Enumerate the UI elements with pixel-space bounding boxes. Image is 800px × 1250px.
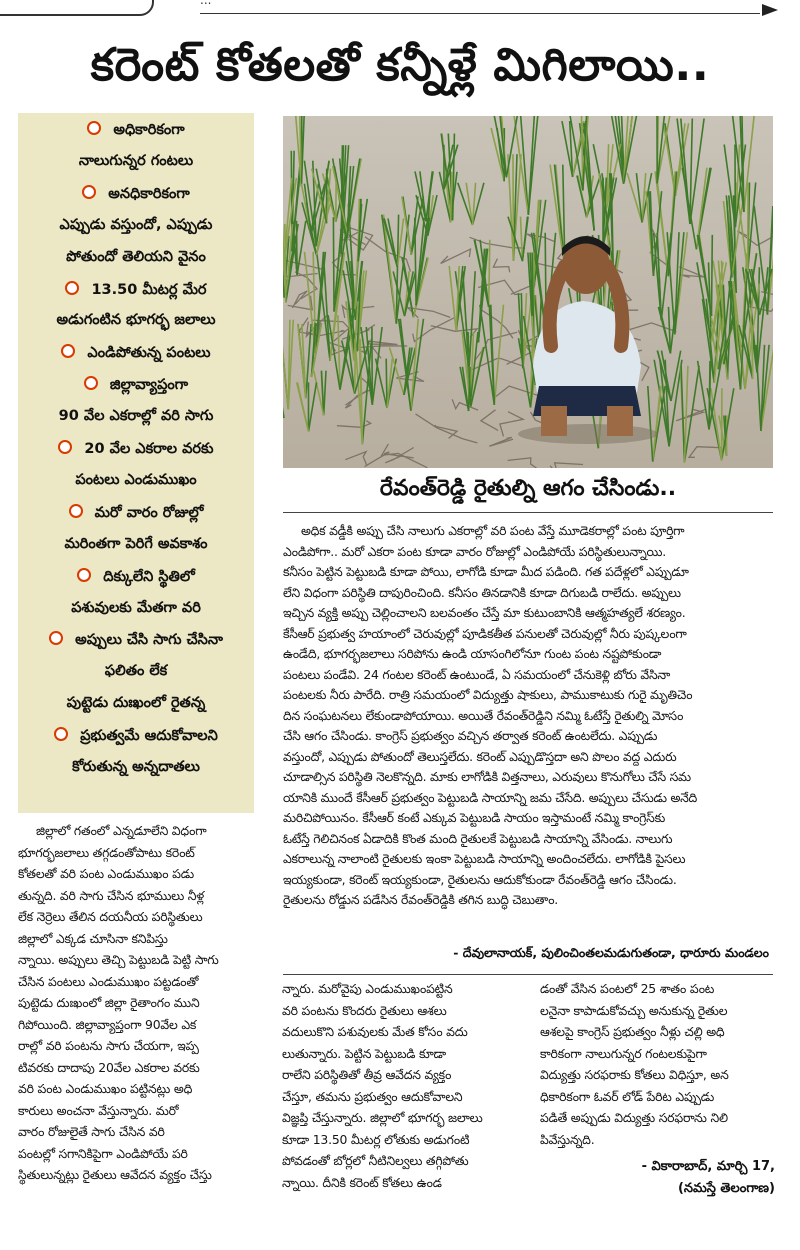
highlight-line [18, 312, 254, 332]
top-rule [200, 13, 760, 14]
highlight-line [18, 408, 254, 428]
highlight-line [18, 376, 254, 397]
bullet-icon [49, 631, 63, 645]
text-line: వారం రోజులైతే సాగు చేసిన వరి [18, 1124, 165, 1139]
text-line: లేక నెర్రెలు తేలిన దయనీయ పరిస్థితులు [18, 909, 203, 924]
bullet-icon [77, 568, 91, 582]
text-line: టివరకు దాదాపు 20వేల ఎకరాల వరకు [18, 1059, 200, 1075]
text-line: యానికి ముందే కేసీఆర్ ప్రభుత్వం పెట్టుబడి సాయాన్ని జమ చేసేది. అప్పులు చేసుడు అనేది [283, 789, 698, 805]
text-line: డంతో వేసిన పంటలో 25 శాతం పంట [540, 981, 715, 996]
photo-caption: రేవంత్‌రెడ్డి రైతుల్ని ఆగం చేసిండు.. [379, 476, 677, 501]
text-line: జిల్లాలో ఎక్కడ చూసినా కనిపిస్తు [18, 930, 168, 946]
highlight-line [18, 631, 254, 652]
dateline [540, 1156, 775, 1200]
top-strip [0, 0, 800, 22]
text-line: పుట్టెడు దుఃఖంలో జిల్లా రైతాంగం ముని [18, 995, 200, 1010]
caption-rule [283, 512, 773, 513]
highlight-line [18, 153, 254, 173]
bullet-icon [65, 281, 79, 295]
text-line: పివేస్తున్నది. [540, 1131, 595, 1147]
text-line: గిపోయింది. జిల్లావ్యాప్తంగా 90వేల ఎక [18, 1016, 197, 1032]
highlight-line [18, 663, 254, 683]
text-line: దిన సంఘటనలు లేకుండాపోయాయి. అయితే రేవంత్‌రెడ్డిని నమ్మి ఓటేస్తే రైతుల్ని మోసం [283, 707, 684, 723]
text-line: రైతులను రోడ్డున పడేసిన రేవంత్‌రెడ్డికి తగిన బుద్ధి చెబుతాం. [283, 892, 558, 907]
text-line: పంటల్లో సగానికిపైగా ఎండిపోయే పరి [18, 1145, 188, 1161]
arrow-right-icon [762, 4, 778, 16]
text-line: ఇచ్చిన వ్యక్తి అప్పు చెల్లించాలని బలవంతం చేస్తే మా కుటుంబానికి ఆత్మహత్యలే శరణ్యం. [283, 605, 686, 620]
bullet-icon [87, 121, 101, 135]
highlight-line [18, 536, 254, 556]
highlight-text: జిల్లావ్యాప్తంగా [109, 377, 189, 394]
text-line: ఉండేది, భూగర్భజలాలు సరిపోను ఉండి యాసంగిలోనూ గుంట పంట నష్టపోకుండా [283, 646, 662, 661]
highlight-text: అప్పులు చేసి సాగు చేసినా [75, 632, 223, 649]
highlight-line [18, 695, 254, 715]
source-credit: (నమస్తే తెలంగాణ) [677, 1181, 775, 1196]
text-line: కూడా 13.50 మీటర్ల లోతుకు అడుగంటి [282, 1131, 470, 1147]
highlight-text: 13.50 మీటర్ల మేర [91, 281, 207, 298]
text-line: మరిచిపోయినం. కేసీఆర్ కంటే ఎక్కువ పెట్టుబడి సాయం ఇస్తామంటే నమ్మి కాంగ్రెస్‌కు [283, 810, 666, 825]
highlight-line [18, 281, 254, 302]
highlight-line [18, 600, 254, 620]
text-line: న్నారు. మరోవైపు ఎండుముఖంపట్టిన [282, 981, 453, 996]
highlight-text: 90 వేల ఎకరాల్లో వరి సాగు [58, 408, 214, 425]
article-column-1 [18, 820, 258, 1186]
highlight-text: అనధికారికంగా [108, 185, 190, 202]
text-line: కనీసం పెట్టిన పెట్టుబడి కూడా పోయి, లాగోడి కూడా మీద పడింది. గత పదేళ్లలో ఎప్పుడూ [283, 564, 689, 579]
text-line: రాలేని పరిస్థితితో తీవ్ర ఆవేదన వ్యక్తం [282, 1067, 452, 1082]
text-line: వదులుకొని పశువులకు మేత కోసం వదు [282, 1024, 468, 1039]
highlight-line [18, 504, 254, 525]
text-line: ఇయ్యకుండా, కరెంట్ ఇయ్యకుండా, రైతులను ఆదుకోకుండా రేవంత్‌రెడ్డి ఆగం చేసిండు. [283, 871, 677, 887]
highlight-text: అధికారికంగా [113, 122, 185, 138]
photo-illustration [283, 116, 773, 468]
cut-shape [0, 0, 154, 16]
column-rule [283, 974, 773, 975]
highlight-text: అడుగంటిన భూగర్భ జలాలు [56, 312, 216, 329]
text-line: న్నాయి. దీనికి కరెంట్ కోతలు ఉండ [282, 1174, 442, 1190]
text-line: వరి పంట ఎండుముఖం పట్టినట్లు అధి [18, 1081, 193, 1096]
highlight-line [18, 440, 254, 461]
text-line: కారులు అంచనా వేస్తున్నారు. మరో [18, 1102, 179, 1118]
highlight-line [18, 727, 254, 748]
highlight-text: పశువులకు మేతగా వరి [71, 599, 201, 616]
text-line: ధికారికంగా ఓవర్ లోడ్ పేరిట ఎప్పుడు [540, 1088, 715, 1104]
quote-byline: - దేవులానాయక్, పులించింతలమడుగుతండా, ధారూరు మండలం [453, 945, 769, 960]
highlight-text: ఫలితం లేక [104, 663, 168, 680]
text-line: లుతున్నారు. పెట్టిన పెట్టుబడి కూడా [282, 1045, 446, 1061]
article-column-2 [282, 978, 522, 1193]
headline: కరెంట్ కోతలతో కన్నీళ్లే మిగిలాయి.. [90, 38, 710, 91]
bullet-icon [69, 504, 83, 518]
highlight-text: ఎప్పుడు వస్తుందో, ఎప్పుడు [59, 216, 213, 233]
text-line: పడితే అప్పుడు విద్యుత్తు సరఫరాను నిలి [540, 1110, 728, 1125]
highlight-line [18, 121, 254, 142]
text-line: వరి పంటను కొందరు రైతులు ఆశలు [282, 1002, 447, 1018]
text-line: విద్యుత్తు సరఫరాకు కోతలు విధిస్తూ, అన [540, 1067, 729, 1082]
text-line: ఎండిపోగా.. మరో ఎకరా పంట కూడా వారం రోజుల్లో ఎండిపోయే పరిస్థితులున్నాయి. [283, 543, 666, 559]
highlight-line [18, 344, 254, 365]
highlight-line [18, 472, 254, 492]
highlight-text: దిక్కులేని స్థితిలో [103, 568, 195, 585]
highlight-text: ప్రభుత్వమే ఆదుకోవాలని [80, 728, 218, 745]
text-line: అధిక వడ్డీకి అప్పు చేసి నాలుగు ఎకరాల్లో వరి పంట వేస్తే మూడెకరాల్లో పంట పూర్తిగా [301, 523, 685, 538]
highlights-box [18, 113, 254, 813]
text-line: చూడాల్సిన పరిస్థితి నెలకొన్నది. మాకు లాగోడికి విత్తనాలు, ఎరువులు కొనుగోలు చేసే సమ [283, 769, 691, 784]
bullet-icon [61, 344, 75, 358]
text-line: చేసి ఆగం చేసిండు. కాంగ్రెస్ ప్రభుత్వం వచ్చిన తర్వాత కరెంట్ ఉంటలేదు. ఎప్పుడు [283, 728, 658, 743]
highlight-line [18, 185, 254, 206]
text-line: చేసిన పంటలు ఎండుముఖం పట్టడంతో [18, 973, 199, 989]
dateline-place: - వికారాబాద్, మార్చి 17, [641, 1159, 775, 1174]
text-line: లనైనా కాపాడుకోవచ్చు అనుకున్న రైతుల [540, 1002, 728, 1018]
text-line: రాల్లో వరి పంటను సాగు చేయగా, ఇప్ప [18, 1038, 199, 1053]
highlight-line [18, 249, 254, 269]
text-line: న్నాయి. అప్పులు తెచ్చి పెట్టుబడి పెట్టి సాగు [18, 952, 219, 967]
text-line: ఓటేస్తే గెలిచినంక ఏడాదికి కొంత మంది రైతులకే పెట్టుబడి సాయాన్ని వేసిండు. నాలుగు [283, 830, 673, 846]
highlight-text: పుట్టెడు దుఃఖంలో రైతన్న [66, 695, 206, 712]
text-line: కోతలతో వరి పంట ఎండుముఖం పడు [18, 866, 194, 881]
text-line: కారికంగా నాలుగున్నర గంటలకుపైగా [540, 1045, 707, 1061]
text-line: జిల్లాలో గతంలో ఎన్నడూలేని విధంగా [36, 823, 207, 838]
text-line: స్థితులున్నట్లు రైతులు ఆవేదన వ్యక్తం చేస్తు [18, 1167, 212, 1182]
bullet-icon [58, 440, 72, 454]
text-line: పంటలు పండేవి. 24 గంటల కరెంట్ ఉంటుండే, ఏ సమయంలో చేనుకెళ్లి బోరు వేసినా [283, 666, 671, 682]
highlight-line [18, 759, 254, 779]
article-column-3 [540, 978, 780, 1150]
highlight-text: పంటలు ఎండుముఖం [75, 471, 197, 488]
text-line: లేని విధంగా పరిస్థితి దాపురించింది. కనీసం తినడానికి కూడా దిగుబడి రాలేదు. అప్పులు [283, 584, 681, 600]
text-line: ఎకరాలున్న నాలాంటి రైతులకు ఇంకా పెట్టుబడి సాయాన్ని అందించలేదు. లాగోడికి పైసలు [283, 851, 686, 866]
highlight-text: నాలుగున్నర గంటలు [78, 152, 194, 169]
text-line: విజ్ఞప్తి చేస్తున్నారు. జిల్లాలో భూగర్భ జలాలు [282, 1110, 483, 1125]
farmer-photo [283, 116, 773, 468]
text-line: పంటలకు నీరు పారేది. రాత్రి సమయంలో విద్యుత్తు షాకులు, పాముకాటుకు గురై మృతిచెం [283, 687, 693, 702]
highlight-text: మరో వారం రోజుల్లో [94, 504, 204, 521]
text-line: ఆశలపై కాంగ్రెస్ ప్రభుత్వం నీళ్లు చల్లి అధి [540, 1024, 725, 1039]
bullet-icon [82, 185, 96, 199]
highlight-line [18, 217, 254, 237]
highlight-text: పోతుందో తెలియని వైనం [66, 248, 206, 265]
highlight-text: మరింతగా పెరిగే అవకాశం [64, 535, 208, 552]
text-line: తున్నది. వరి సాగు చేసిన భూములు నీళ్ల [18, 887, 205, 903]
text-line: కేసీఆర్ ప్రభుత్వ హయాంలో చెరువుల్లో పూడికతీత పనులతో చెరువుల్లో నీరు పుష్కలంగా [283, 625, 687, 641]
highlight-text: ఎండిపోతున్న పంటలు [87, 345, 211, 362]
bullet-icon [84, 376, 98, 390]
text-line: భూగర్భజలాలు తగ్గడంతోపాటు కరెంట్ [18, 844, 195, 860]
highlight-text: 20 వేల ఎకరాల వరకు [84, 441, 214, 457]
text-line: పోవడంతో బోర్లలో నీటినిల్వలు తగ్గిపోతు [282, 1153, 469, 1168]
bullet-icon [54, 727, 68, 741]
cut-text: ... [200, 0, 212, 7]
text-line: చేస్తూ, తమను ప్రభుత్వం ఆదుకోవాలని [282, 1088, 463, 1104]
highlight-text: కోరుతున్న అన్నదాతలు [72, 759, 200, 775]
text-line: వస్తుందో, ఎప్పుడు పోతుందో తెలుస్తలేదు. కరెంట్ ఎప్పుడొస్తదా అని పొలం వద్ద ఎదురు [283, 748, 677, 764]
farmer-quote [283, 521, 773, 911]
highlight-line [18, 568, 254, 589]
